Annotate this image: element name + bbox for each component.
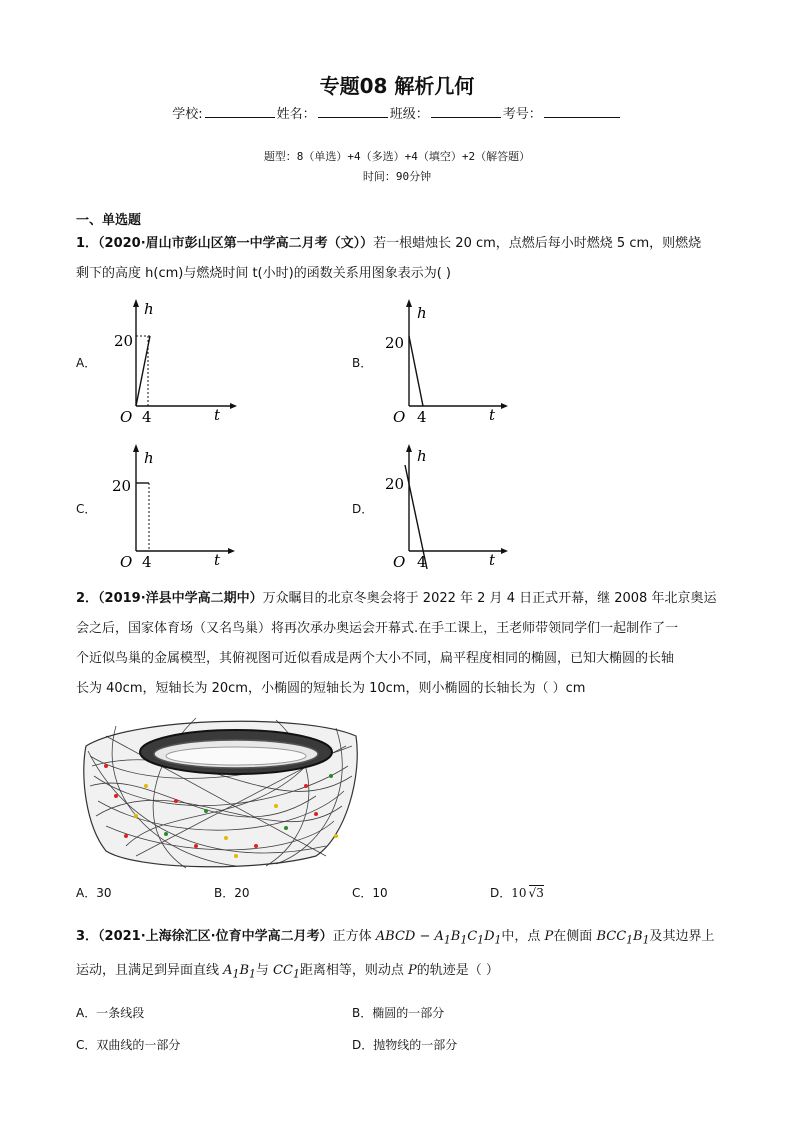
graph-c-svg bbox=[100, 441, 240, 575]
q3-line-cc1: $CC_1$ bbox=[273, 962, 300, 981]
q2-option-a-label: A． bbox=[76, 886, 97, 900]
q3-point-p: P bbox=[544, 929, 554, 944]
graph-d-o: O bbox=[393, 553, 406, 571]
q1-option-c-graph[interactable] bbox=[100, 441, 240, 579]
q3-line2-a: 运动，且满足到异面直线 bbox=[76, 962, 220, 978]
q2-option-b[interactable] bbox=[214, 884, 250, 901]
q2-option-c-value: 10 bbox=[372, 886, 388, 900]
graph-a-h: h bbox=[144, 300, 154, 318]
q2-option-b-label: B． bbox=[214, 886, 235, 900]
question-2 bbox=[76, 584, 724, 704]
school-blank[interactable] bbox=[205, 105, 275, 118]
graph-b-t: t bbox=[489, 406, 496, 424]
name-blank[interactable] bbox=[318, 105, 388, 118]
graph-b-svg bbox=[373, 296, 513, 426]
q2-option-d[interactable] bbox=[490, 884, 544, 901]
graph-c-4: 4 bbox=[142, 553, 152, 571]
graph-c-o: O bbox=[120, 553, 133, 571]
q1-option-c-label[interactable]: C． bbox=[76, 502, 97, 516]
q2-line1 bbox=[76, 584, 724, 614]
graph-b-o: O bbox=[393, 408, 406, 426]
q2-line3: 个近似鸟巢的金属模型，其俯视图可近似看成是两个大小不同，扁平程度相同的椭圆，已知大椭圆的长轴 bbox=[76, 651, 675, 666]
q3-cube-name: ABCD − $A_1B_1C_1D_1$ bbox=[375, 929, 502, 947]
graph-b-20: 20 bbox=[385, 334, 405, 352]
q1-text1: 若一根蜡烛长 20 cm，点燃后每小时燃烧 5 cm，则燃烧 bbox=[373, 236, 702, 251]
q1-option-d-graph[interactable] bbox=[373, 441, 513, 579]
q3-option-d-text: 抛物线的一部分 bbox=[373, 1038, 458, 1052]
q1-source: （2020·眉山市彭山区第一中学高二月考（文）） bbox=[98, 236, 374, 251]
q3-face: $BCC_1B_1$ bbox=[596, 929, 650, 947]
q3-line2-b: 与 bbox=[255, 962, 269, 978]
q3-line1-a: 正方体 bbox=[332, 929, 372, 944]
q3-source: （2021·上海徐汇区·位育中学高二月考） bbox=[98, 929, 333, 944]
q3-option-d-label: D． bbox=[352, 1038, 374, 1052]
q2-line4: 长为 40cm，短轴长为 20cm，小椭圆的短轴长为 10cm，则小椭圆的长轴长为（ ）cm bbox=[76, 681, 586, 696]
question-types: 题型：8（单选）+4（多选）+4（填空）+2（解答题） bbox=[263, 150, 531, 163]
graph-a-svg bbox=[100, 296, 240, 426]
q3-option-b[interactable] bbox=[352, 1004, 444, 1021]
q1-option-b-graph[interactable] bbox=[373, 296, 513, 430]
graph-d-t: t bbox=[489, 551, 496, 569]
q2-option-d-radical: 3 bbox=[536, 886, 544, 900]
q3-line2 bbox=[76, 956, 724, 990]
section-heading: 一、单选题 bbox=[76, 213, 142, 228]
q2-text1: 万众瞩目的北京冬奥会将于 2022 年 2 月 4 日正式开幕，继 2008 年北京奥运 bbox=[262, 591, 717, 606]
q3-line2-d: 的轨迹是（ ） bbox=[416, 962, 499, 978]
q1-number: 1． bbox=[76, 236, 99, 251]
q1-option-a-graph[interactable] bbox=[100, 296, 240, 430]
graph-d-4: 4 bbox=[417, 553, 427, 571]
q3-line1-d: 及其边界上 bbox=[649, 929, 715, 944]
graph-b-4: 4 bbox=[417, 408, 427, 426]
q3-option-c-text: 双曲线的一部分 bbox=[96, 1038, 181, 1052]
q3-point-p2: P bbox=[408, 962, 417, 978]
q3-line1 bbox=[76, 922, 724, 956]
exam-no-label: 考号： bbox=[502, 107, 542, 122]
graph-a-o: O bbox=[120, 408, 133, 426]
name-label: 姓名： bbox=[276, 107, 316, 122]
page-title: 专题08 解析几何 bbox=[319, 74, 475, 98]
q3-option-a-label: A． bbox=[76, 1006, 97, 1020]
birds-nest-image bbox=[76, 706, 362, 876]
q2-source: （2019·洋县中学高二期中） bbox=[98, 591, 263, 606]
class-label: 班级： bbox=[389, 107, 429, 122]
school-label: 学校: bbox=[172, 107, 203, 122]
q2-option-c-label: C． bbox=[352, 886, 373, 900]
exam-time: 时间：90分钟 bbox=[362, 170, 432, 183]
graph-b-h: h bbox=[417, 304, 427, 322]
q1-option-d-label[interactable]: D． bbox=[352, 502, 374, 516]
q2-option-d-value: 10 bbox=[511, 886, 527, 900]
q3-option-a-text: 一条线段 bbox=[96, 1006, 145, 1020]
q1-line1 bbox=[76, 229, 724, 259]
exam-no-blank[interactable] bbox=[544, 105, 620, 118]
q2-option-a-value: 30 bbox=[96, 886, 112, 900]
q3-number: 3． bbox=[76, 929, 99, 944]
q1-option-b-label[interactable]: B． bbox=[352, 356, 373, 370]
graph-a-20: 20 bbox=[114, 332, 134, 350]
question-1 bbox=[76, 229, 724, 289]
q3-line2-c: 距离相等，则动点 bbox=[299, 962, 404, 978]
q3-line-a1b1: $A_1B_1$ bbox=[223, 962, 256, 981]
question-3 bbox=[76, 922, 724, 989]
student-info-line bbox=[0, 103, 794, 122]
graph-d-20: 20 bbox=[385, 475, 405, 493]
class-blank[interactable] bbox=[431, 105, 501, 118]
q2-number: 2． bbox=[76, 591, 99, 606]
q3-line1-c: 在侧面 bbox=[553, 929, 593, 944]
q3-option-c[interactable] bbox=[76, 1036, 180, 1053]
q3-option-b-label: B． bbox=[352, 1006, 373, 1020]
graph-c-t: t bbox=[214, 551, 221, 569]
q3-option-c-label: C． bbox=[76, 1038, 97, 1052]
graph-d-h: h bbox=[417, 447, 427, 465]
q2-option-a[interactable] bbox=[76, 884, 112, 901]
graph-c-20: 20 bbox=[112, 477, 132, 495]
graph-a-4: 4 bbox=[142, 408, 152, 426]
q2-option-b-value: 20 bbox=[234, 886, 250, 900]
q1-option-a-label[interactable]: A． bbox=[76, 356, 97, 370]
q2-option-d-radicand: √3 bbox=[528, 886, 544, 900]
q1-line2: 剩下的高度 h(cm)与燃烧时间 t(小时)的函数关系用图象表示为( ) bbox=[76, 266, 451, 281]
graph-a-t: t bbox=[214, 406, 221, 424]
q3-option-b-text: 椭圆的一部分 bbox=[372, 1006, 445, 1020]
graph-d-svg bbox=[373, 441, 513, 575]
graph-c-h: h bbox=[144, 449, 154, 467]
q2-line2: 会之后，国家体育场（又名鸟巢）将再次承办奥运会开幕式.在手工课上，王老师带领同学们一起制作了一 bbox=[76, 621, 679, 636]
q3-line1-b: 中，点 bbox=[501, 929, 541, 944]
q2-option-c[interactable] bbox=[352, 884, 388, 901]
q3-option-a[interactable] bbox=[76, 1004, 144, 1021]
q2-option-d-label: D． bbox=[490, 886, 512, 900]
q3-option-d[interactable] bbox=[352, 1036, 457, 1053]
birds-nest-svg bbox=[76, 706, 362, 872]
